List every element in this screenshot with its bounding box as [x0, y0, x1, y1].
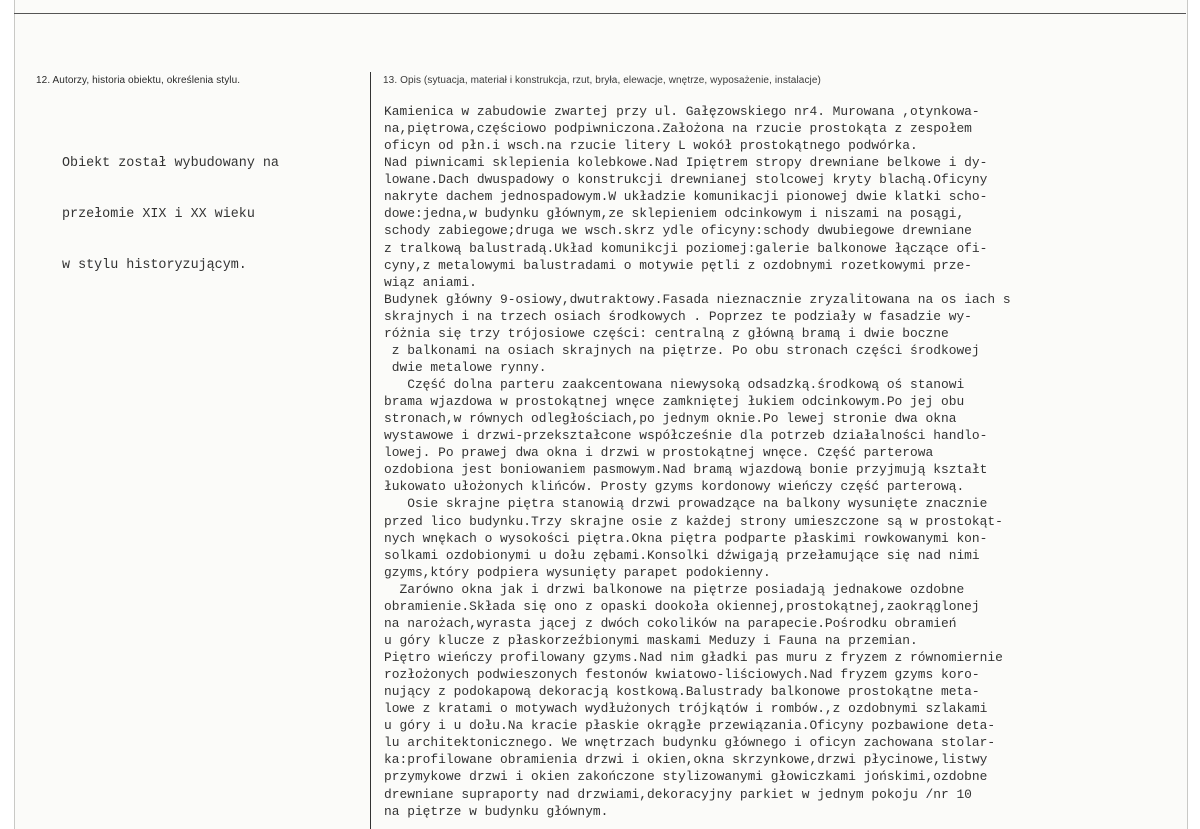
text-line: lu architektonicznego. We wnętrzach budynku głównego i oficyn zachowana stolar-	[384, 735, 996, 751]
text-line: lowe z kratami o motywach wydłużonych trójkątów i rombów.,z ozdobnymi szlakami	[384, 701, 988, 717]
text-line: Piętro wieńczy profilowany gzyms.Nad nim gładki pas muru z fryzem z równomiernie	[384, 650, 1003, 665]
section-13-text	[384, 103, 1011, 820]
text-line: oficyn od płn.i wsch.na rzucie litery L wokół prostokątnego podwórka.	[384, 138, 918, 154]
text-line: z tralkową balustradą.Układ komunikcji poziomej:galerie balkonowe łączące ofi-	[384, 240, 988, 256]
text-line: nakryte dachem jednospadowym.W układzie komunikacji pionowej dwie klatki scho-	[384, 189, 988, 205]
column-divider	[370, 72, 371, 829]
text-line: gzyms,który podpiera wysunięty parapet podokienny.	[384, 564, 771, 580]
text-line: na narożach,wyrasta jącej z dwóch cokolików na parapecie.Pośrodku obramień	[384, 615, 957, 631]
text-line: Budynek główny 9-osiowy,dwutraktowy.Fasada nieznacznie zryzalitowana na os iach s	[384, 291, 1011, 307]
text-line: ka:profilowane obramienia drzwi i okien,okna skrzynkowe,drzwi płycinowe,listwy	[384, 752, 988, 768]
text-line: w stylu historyzującym.	[62, 258, 247, 273]
text-line: dwie metalowe rynny.	[384, 359, 547, 375]
text-line: u góry i u dołu.Na kracie płaskie okrągłe przewiązania.Oficyny pozbawione deta-	[384, 718, 996, 734]
text-line: różnia się trzy trójosiowe części: centralną z główną bramą i dwie boczne	[384, 325, 949, 341]
text-line: Osie skrajne piętra stanowią drzwi prowadzące na balkony wysunięte znacznie	[384, 496, 988, 512]
section-12-text	[62, 121, 279, 291]
text-line: przymykowe drzwi i okien zakończone stylizowanymi głowiczkami jońskimi,ozdobne	[384, 769, 988, 785]
text-line: u góry klucze z płaskorzeźbionymi maskami Meduzy i Fauna na przemian.	[384, 632, 918, 648]
text-line: nych wnękach o wysokości piętra.Okna piętra podparte płaskimi rowkowanymi kon-	[384, 530, 988, 546]
text-line: Kamienica w zabudowie zwartej przy ul. Gałęzowskiego nr4. Murowana ,otynkowa-	[384, 104, 980, 119]
text-line: cyny,z metalowymi balustradami o motywie pętli z ozdobnymi rozetkowymi prze-	[384, 257, 972, 273]
top-rule	[14, 13, 1186, 14]
section-12-heading: 12. Autorzy, historia obiektu, określenia stylu.	[36, 75, 241, 86]
text-line: solkami ozdobionymi u dołu zębami.Konsolki dźwigają przełamujące się nad nimi	[384, 547, 980, 563]
text-line: wiąz aniami.	[384, 274, 477, 290]
text-line: przełomie XIX i XX wieku	[62, 207, 255, 222]
text-line: obramienie.Składa się ono z opaski dookoła okiennej,prostokątnej,zaokrąglonej	[384, 598, 980, 614]
text-line: Obiekt został wybudowany na	[62, 156, 279, 171]
text-line: lowej. Po prawej dwa okna i drzwi w prostokątnej wnęce. Część parterowa	[384, 445, 934, 461]
text-line: Nad piwnicami sklepienia kolebkowe.Nad Ipiętrem stropy drewniane belkowe i dy-	[384, 155, 988, 171]
text-line: Część dolna parteru zaakcentowana niewysoką odsadzką.środkową oś stanowi	[384, 377, 965, 392]
text-line: rozłożonych podwieszonych festonów kwiatowo-liściowych.Nad fryzem gzyms koro-	[384, 667, 980, 683]
section-13-heading: 13. Opis (sytuacja, materiał i konstrukcja, rzut, bryła, elewacje, wnętrze, wyposażenie, instalacje)	[383, 75, 821, 86]
text-line: z balkonami na osiach skrajnych na piętrze. Po obu stronach części środkowej	[384, 342, 980, 358]
text-line: ozdobiona jest boniowaniem pasmowym.Nad bramą wjazdową bonie przyjmują kształt	[384, 462, 988, 478]
text-line: stronach,w równych odległościach,po jednym oknie.Po lewej stronie dwa okna	[384, 411, 957, 427]
text-line: na piętrze w budynku głównym.	[384, 803, 609, 819]
text-line: łukowato ułożonych klińców. Prosty gzyms kordonowy wieńczy część parterową.	[384, 479, 965, 495]
text-line: przed lico budynku.Trzy skrajne osie z każdej strony umieszczone są w prostokąt-	[384, 513, 1003, 529]
text-line: lowane.Dach dwuspadowy o konstrukcji drewnianej stolcowej kryty blachą.Oficyny	[384, 172, 988, 188]
text-line: drewniane supraporty nad drzwiami,dekoracyjny parkiet w jednym pokoju /nr 10	[384, 786, 972, 802]
text-line: na,piętrowa,częściowo podpiwniczona.Założona na rzucie prostokąta z zespołem	[384, 121, 972, 137]
text-line: Zarówno okna jak i drzwi balkonowe na piętrze posiadają jednakowe ozdobne	[384, 581, 965, 597]
text-line: brama wjazdowa w prostokątnej wnęce zamkniętej łukiem odcinkowym.Po jej obu	[384, 394, 965, 410]
text-line: skrajnych i na trzech osiach środkowych . Poprzez te podziały w fasadzie wy-	[384, 308, 972, 324]
text-line: dowe:jedna,w budynku głównym,ze sklepieniem odcinkowym i niszami na posągi,	[384, 206, 965, 222]
text-line: schody zabiegowe;druga we wsch.skrz ydle oficyny:schody dwubiegowe drewniane	[384, 223, 972, 239]
text-line: nujący z podokapową dekoracją kostkową.Balustrady balkonowe prostokątne meta-	[384, 684, 980, 700]
text-line: wystawowe i drzwi-przekształcone współcześnie dla potrzeb działalności handlo-	[384, 428, 988, 444]
